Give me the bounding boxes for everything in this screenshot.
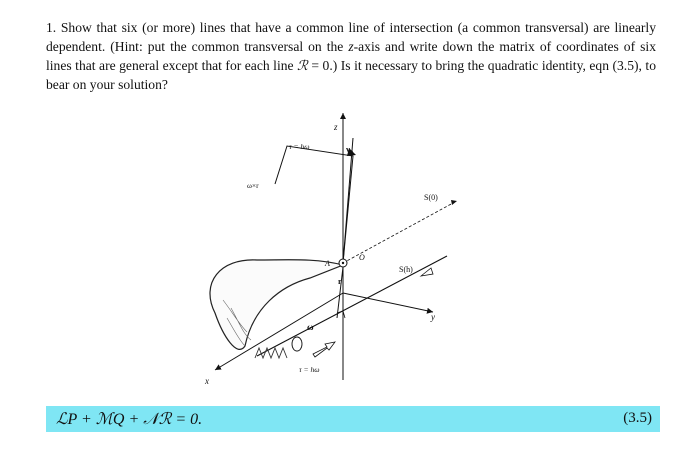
z-axis-symbol: z [348,39,354,54]
r-label: r [338,277,342,286]
tau-bottom-label: τ = hω [299,365,320,374]
point-O-label: O [359,253,365,262]
problem-text-2: -axis and write down the matrix of coordinates of six lines that are general except that for each line [46,39,656,73]
point-A-label: A [325,259,330,268]
problem-text-1: 1. Show that six (or more) lines that have a common line of intersection (a common transversal) are linearly dependent. (Hint: put the common transversal on the [46,20,656,54]
Sh-label: S(h) [399,265,413,274]
tau-bottom-arrow [313,342,335,357]
equation-highlight-bar [46,406,660,432]
S0-label: S(0) [424,193,438,202]
problem-text-3: = 0.) Is it necessary to bring the quadratic identity, eqn (3.5), to bear on your solution? [46,58,656,92]
quadratic-identity-equation: ℒP + ℳQ + 𝒩ℛ = 0. [56,411,203,428]
tau-top-label: τ = hω [289,142,310,151]
rotation-coil [255,348,287,358]
r-vector [337,267,343,318]
y-axis-line [343,293,433,312]
screw-motion-figure [195,108,505,400]
S0-arrowhead [451,200,457,205]
omega-cross-r-label: ω×r [247,181,259,190]
z-axis-label: z [334,122,338,132]
y-axis-label: y [431,312,435,322]
x-axis-label: x [205,376,209,386]
v-A-label: $v_A$ [346,145,355,157]
r-symbol: ℛ [297,58,308,73]
omega-rotation-ellipse [292,337,302,351]
equation-number: (3.5) [623,410,652,426]
omega-cross-r-vector [275,146,353,263]
point-O-marker [342,262,344,264]
omega-label: ω [307,322,314,332]
problem-statement [46,18,656,94]
figure-svg [195,108,505,400]
